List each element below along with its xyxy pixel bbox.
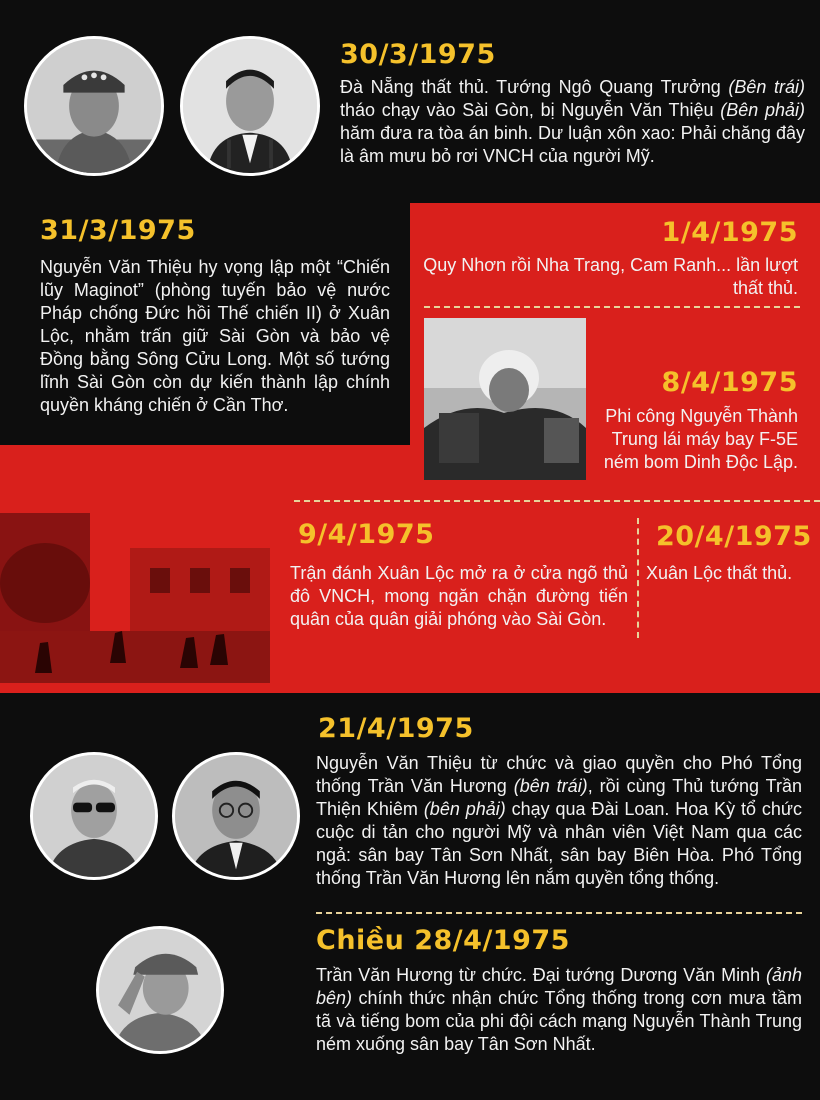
event-28-4-note: (ảnh bên) — [316, 965, 802, 1008]
event-30-3-note-right: (Bên phải) — [720, 100, 805, 120]
event-1-4-text: Quy Nhơn rồi Nha Trang, Cam Ranh... lần lượt thất thủ. — [423, 255, 798, 298]
date-30-3-1975: 30/3/1975 — [340, 39, 496, 70]
date-1-4-1975: 1/4/1975 — [661, 217, 798, 248]
date-31-3-1975: 31/3/1975 — [40, 215, 196, 246]
divider-dashed-1 — [424, 306, 800, 308]
event-30-3-text-a: Đà Nẵng thất thủ. Tướng Ngô Quang Trưởng — [340, 77, 729, 97]
event-30-3-note-left: (Bên trái) — [728, 77, 805, 97]
event-30-3-text-c: hăm đưa ra tòa án binh. Dư luận xôn xao: Phải chăng đây là âm mưu bỏ rơi VNCH của người Mỹ. — [340, 123, 805, 166]
divider-dashed-2 — [294, 500, 820, 502]
event-21-4-note-right: (bên phải) — [423, 799, 506, 819]
khiem-portrait-photo — [172, 752, 300, 880]
pilot-photo — [424, 318, 586, 480]
event-21-4-text-b: , rồi cùng Thủ tướng Trần Thiện Khiêm — [316, 776, 802, 819]
date-8-4-1975: 8/4/1975 — [661, 367, 798, 398]
date-9-4-1975: 9/4/1975 — [298, 519, 435, 550]
event-9-4-text: Trận đánh Xuân Lộc mở ra ở cửa ngõ thủ đô VNCH, mong ngăn chặn đường tiến quân của quân giải phóng vào Sài Gòn. — [290, 563, 628, 629]
event-30-3-text — [340, 76, 805, 168]
event-21-4-note-left: (bên trái) — [513, 776, 588, 796]
general-portrait-photo — [24, 36, 164, 176]
event-31-3-text: Nguyễn Văn Thiệu hy vọng lập một “Chiến lũy Maginot” (phòng tuyến bảo vệ nước Pháp chống Đức hồi Thế chiến II) ở Xuân Lộc, nhằm trấn giữ Sài Gòn và bảo vệ Đồng bằng Sông Cửu Long. Một số tướng lĩnh Sài Gòn còn dự kiến thành lập chính quyền kháng chiến ở Cần Thơ. — [40, 257, 390, 415]
event-28-4-text-b: chính thức nhận chức Tổng thống trong cơn mưa tầm tã và tiếng bom của phi đội cách mạng Nguyễn Thành Trung ném xuống sân bay Tân Sơn Nhất. — [316, 988, 802, 1054]
event-21-4-text — [316, 752, 802, 890]
event-21-4-text-c: chạy qua Đài Loan. Hoa Kỳ tổ chức cuộc di tản cho người Mỹ và nhân viên Việt Nam qua các ngả: sân bay Tân Sơn Nhất, sân bay Biên Hòa. Phó Tổng thống Trần Văn Hương lên nắm quyền tổng thống. — [316, 799, 802, 888]
battle-photo — [0, 513, 270, 683]
thieu-portrait-photo — [180, 36, 320, 176]
minh-portrait-photo — [96, 926, 224, 1054]
event-28-4-text-a: Trần Văn Hương từ chức. Đại tướng Dương Văn Minh — [316, 965, 766, 985]
divider-dashed-vertical — [637, 518, 639, 638]
date-21-4-1975: 21/4/1975 — [318, 713, 474, 744]
event-8-4-text: Phi công Nguyễn Thành Trung lái máy bay F-5E ném bom Dinh Độc Lập. — [603, 406, 798, 472]
huong-portrait-photo — [30, 752, 158, 880]
event-20-4-text: Xuân Lộc thất thủ. — [646, 563, 793, 583]
date-chieu-28-4-1975: Chiều 28/4/1975 — [316, 925, 570, 956]
event-30-3-text-b: tháo chạy vào Sài Gòn, bị Nguyễn Văn Thiệu — [340, 100, 721, 120]
divider-dashed-3 — [316, 912, 802, 914]
event-21-4-text-a: Nguyễn Văn Thiệu từ chức và giao quyền cho Phó Tổng thống Trần Văn Hương — [316, 753, 802, 796]
event-28-4-text — [316, 964, 802, 1056]
date-20-4-1975: 20/4/1975 — [656, 521, 812, 552]
